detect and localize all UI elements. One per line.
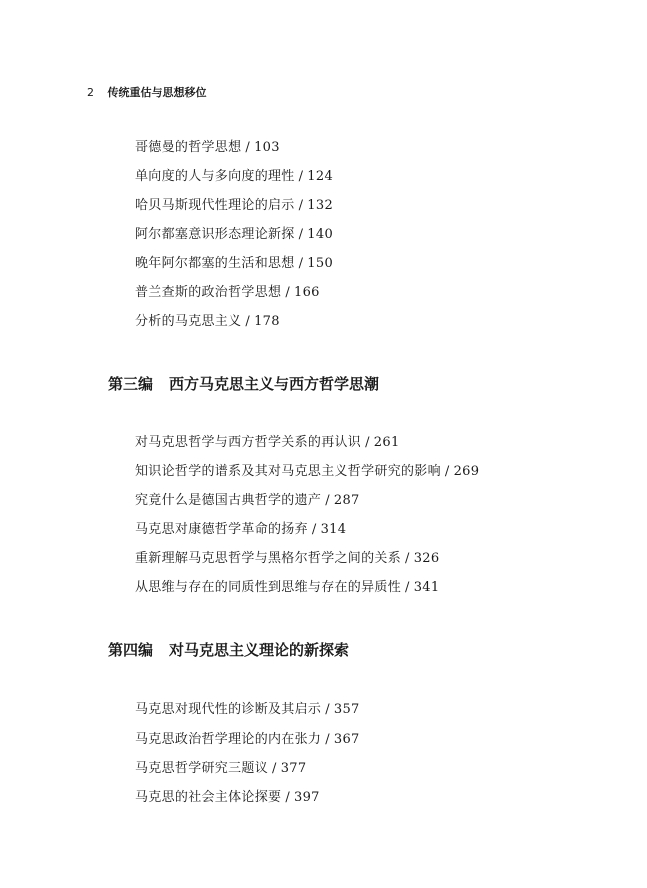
toc-entry-page: 287 <box>333 493 360 508</box>
toc-entry <box>135 464 479 480</box>
toc-entry-page: 124 <box>307 169 334 184</box>
toc-separator: / <box>311 522 317 537</box>
toc-entry-title: 知识论哲学的谱系及其对马克思主义哲学研究的影响 <box>135 464 441 479</box>
toc-separator: / <box>325 702 330 717</box>
toc-entry-page: 326 <box>413 551 440 566</box>
section-label: 第四编 <box>108 641 154 659</box>
toc-entry-title: 马克思的社会主体论探要 <box>135 790 282 805</box>
toc-separator: / <box>298 256 304 271</box>
toc-entry-title: 从思维与存在的同质性到思维与存在的异质性 <box>135 580 402 595</box>
toc-entry <box>135 702 360 718</box>
section-heading-4 <box>108 641 349 659</box>
toc-entry-title: 究竟什么是德国古典哲学的遗产 <box>135 493 322 508</box>
toc-entry <box>135 169 333 185</box>
toc-entry <box>135 732 360 748</box>
toc-entry <box>135 435 400 451</box>
toc-entry-title: 阿尔都塞意识形态理论新探 <box>135 227 295 242</box>
toc-entry <box>135 227 333 243</box>
toc-separator: / <box>325 732 330 747</box>
toc-separator: / <box>245 140 251 155</box>
running-head <box>87 86 207 100</box>
toc-entry-title: 分析的马克思主义 <box>135 314 242 329</box>
section-heading-3 <box>108 375 379 393</box>
toc-entry <box>135 580 439 596</box>
toc-entry-page: 166 <box>294 285 320 300</box>
toc-entry-title: 哈贝马斯现代性理论的启示 <box>135 198 295 213</box>
toc-entry <box>135 256 333 272</box>
toc-entry-page: 178 <box>254 314 280 329</box>
toc-separator: / <box>272 761 277 776</box>
toc-entry-title: 对马克思哲学与西方哲学关系的再认识 <box>135 435 362 450</box>
toc-separator: / <box>405 551 410 566</box>
toc-entry-title: 马克思哲学研究三题议 <box>135 761 269 776</box>
toc-entry-title: 重新理解马克思哲学与黑格尔哲学之间的关系 <box>135 551 402 566</box>
toc-entry-page: 269 <box>453 464 480 479</box>
toc-entry-title: 普兰查斯的政治哲学思想 <box>135 285 282 300</box>
toc-entry <box>135 493 360 509</box>
toc-entry-page: 103 <box>254 140 280 155</box>
toc-entry-page: 357 <box>333 702 360 717</box>
toc-entry-page: 367 <box>333 732 360 747</box>
toc-entry-page: 132 <box>307 198 334 213</box>
toc-entry <box>135 285 320 301</box>
toc-entry-page: 150 <box>307 256 334 271</box>
toc-separator: / <box>285 790 290 805</box>
toc-entry <box>135 761 306 777</box>
toc-separator: / <box>405 580 410 595</box>
toc-entry-title: 哥德曼的哲学思想 <box>135 140 242 155</box>
toc-separator: / <box>325 493 330 508</box>
toc-entry-title: 马克思对康德哲学革命的扬弃 <box>135 522 308 537</box>
toc-entry-page: 140 <box>307 227 334 242</box>
toc-entry-title: 单向度的人与多向度的理性 <box>135 169 295 184</box>
toc-entry <box>135 314 280 330</box>
toc-separator: / <box>444 464 450 479</box>
toc-separator: / <box>298 227 304 242</box>
toc-entry-title: 马克思对现代性的诊断及其启示 <box>135 702 322 717</box>
section-label: 第三编 <box>108 375 154 393</box>
section-title: 对马克思主义理论的新探索 <box>169 641 350 659</box>
toc-entry-page: 341 <box>413 580 440 595</box>
section-title: 西方马克思主义与西方哲学思潮 <box>169 375 380 393</box>
toc-entry <box>135 198 333 214</box>
toc-entry-page: 377 <box>280 761 307 776</box>
toc-entry-page: 261 <box>373 435 400 450</box>
toc-separator: / <box>285 285 290 300</box>
toc-separator: / <box>298 169 304 184</box>
toc-entry <box>135 140 280 156</box>
book-title: 传统重估与思想移位 <box>107 86 207 99</box>
toc-entry-title: 晚年阿尔都塞的生活和思想 <box>135 256 295 271</box>
page-number: 2 <box>87 86 94 99</box>
toc-separator: / <box>298 198 304 213</box>
toc-entry <box>135 522 346 538</box>
toc-entry-title: 马克思政治哲学理论的内在张力 <box>135 732 322 747</box>
toc-entry <box>135 790 320 806</box>
toc-separator: / <box>365 435 370 450</box>
toc-separator: / <box>245 314 251 329</box>
toc-entry-page: 314 <box>320 522 347 537</box>
toc-entry <box>135 551 439 567</box>
toc-entry-page: 397 <box>294 790 320 805</box>
